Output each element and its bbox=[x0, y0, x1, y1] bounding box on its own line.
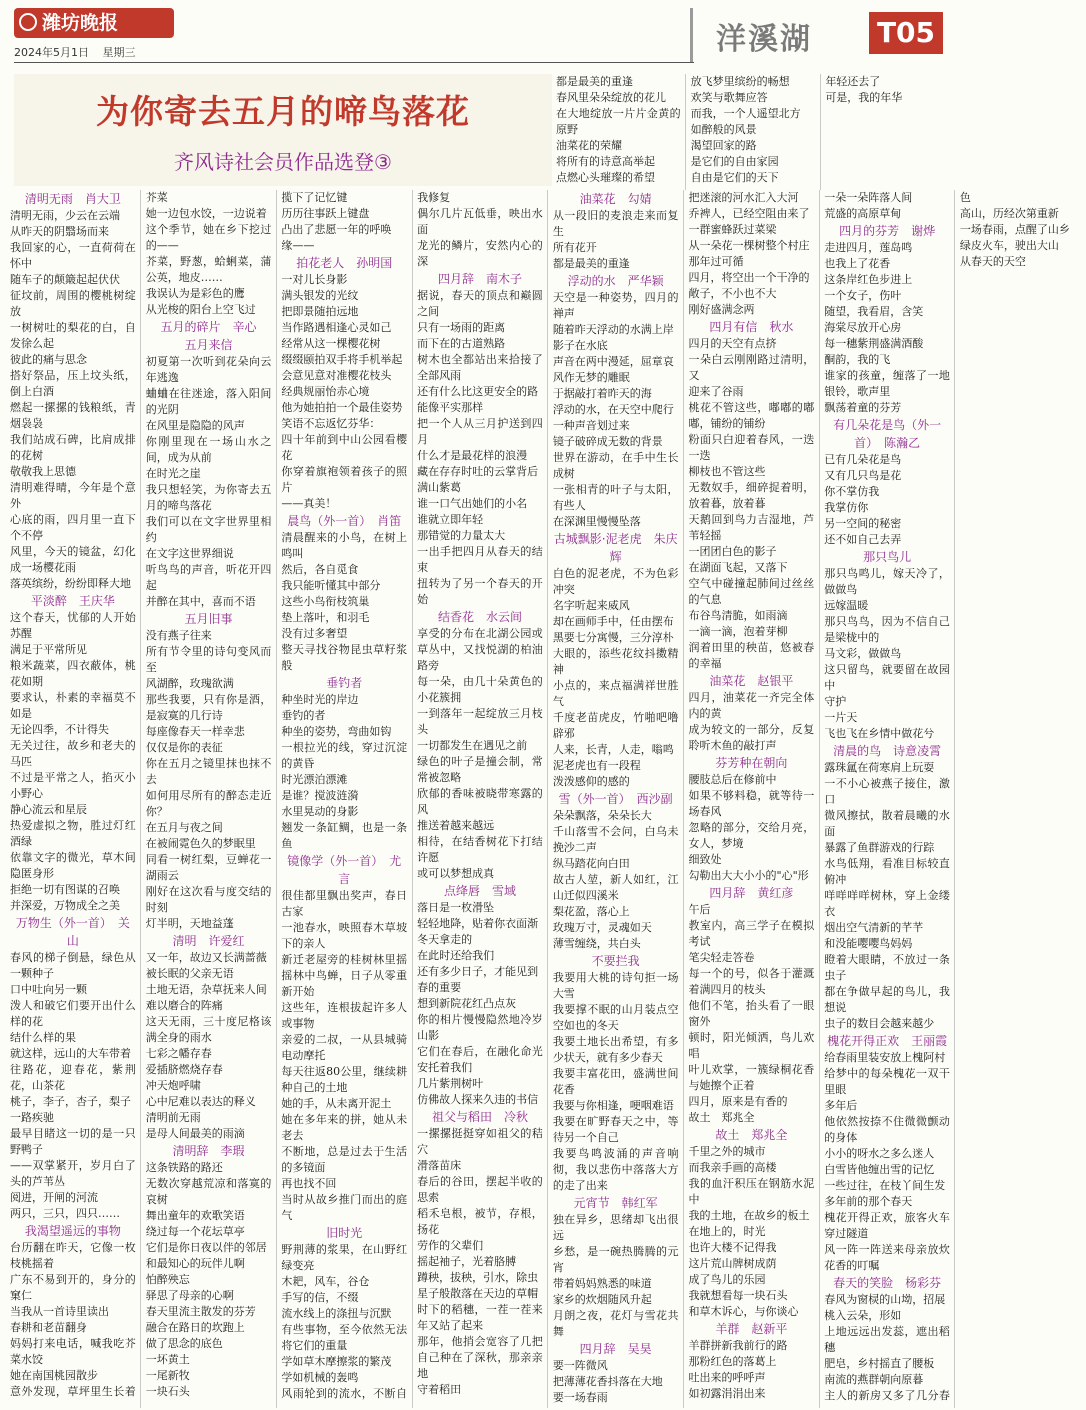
top-column-text: 都是最美的重逢 春风里朵朵绽放的花儿 在大地绽放一片片金黄的原野 油菜花的荣耀 将所有的诗意高举起 点燃心头璀璨的希望 放飞梦里缤纷的畅想 欢笑与歌舞应答 而我，一个人遥望北方 如醉般的风景 渴望回家的路 是它们的自由家园 自由是它们的天下 年轻还去了 可是，我的年华 bbox=[556, 75, 903, 184]
poem-body: 春风为窗棂的山坳，招展 桃入云朵，形如 上地远远出发蕊，遮出稻穗 肥皂，乡村摇直了腰板 南流的燕群朝向原暮 主人的新房又多了几分春色 高山，历经次第重新 一场春雨，点醒了山乡 绿皮火车，驶出大山 从春天的天空 bbox=[824, 191, 1070, 1402]
logo-emblem-icon bbox=[19, 13, 37, 31]
paper-logo bbox=[14, 8, 174, 38]
poem-title: 清明无雨 肖大卫 bbox=[24, 192, 121, 206]
poem-title: 故土 郑兆全 bbox=[715, 1128, 788, 1142]
poem-title: 槐花开得正欢 王丽霞 bbox=[827, 1034, 948, 1048]
poem-body: 初夏第一次听到花朵向云年逃逸 蛐蛐在往迷途，落入阳间的光阴 在风里是隐隐的风声 你刚里现在一场山水之间，成为从前 在时光之崖 我只想轻笑，为你寄去五月的啼鸟落花 我们可以在文字世界里相约 在文字这世界细说 听鸟鸟的声音，听花开四起 并醉在其中，喜而不语 bbox=[145, 355, 272, 608]
poem-title: 清明辞 李瑕 bbox=[172, 1144, 245, 1158]
poem-title: 浮动的水 严华颖 bbox=[567, 274, 664, 288]
poem-body: 又一年，故边又长满蔷薇 被长眠的父亲无语 土地无语，杂草抚来人间 难以磨合的阵痛 这天无雨，三十度尼格该满全身的雨水 七彩之幡存春 爱插脐燃烧存春 冲天炮呼啸 心中尼难以表达的释义 清明前无雨 是母人间最美的雨滴 bbox=[145, 951, 272, 1140]
poem-body: 享受的分布在北湖公园或草丛中，又找悦湖的柏油路旁 每一朵，由几十朵黄色的小花簇拥 一到落年一起绽放三月枝头 一切都发生在遇见之前 绿色的叶子是撞会制，常常被忽略 欣郁的香味被晓带寒露的风 推送着越来越远 相待，在结香树花下打结许愿 或可以梦想成真 bbox=[417, 627, 543, 880]
poem-title: 元宵节 韩红军 bbox=[573, 1196, 658, 1210]
poem-title: 五月的碎片 辛心 bbox=[160, 320, 257, 334]
poem-body: 已有几朵花是鸟 又有几只鸟是花 你不掌仿我 我掌仿你 另一空间的秘密 还不如自己去弄 bbox=[824, 453, 902, 546]
poem-body: 羊群拼新我前行的路 那粉红色的落葛上 吐出来的呼呼声 如初露涓涓出来 一朵一朵阵落人间 荒盛的高原草甸 bbox=[688, 191, 913, 1400]
poem-body: 清晨醒来的小鸟，在树上鸣叫 然后，各自觅食 我只能听懂其中部分 这些小鸟衔枝筑巢 垫上落叶，和羽毛 没有过多奢望 整天寻找谷物昆虫草籽浆般 bbox=[281, 531, 408, 672]
poem-body: 落日是一枚滑坠 轻轻地降，贴着你衣面渐 冬天拿走的 在此时还给我们 还有多少日子，才能见到 春的重要 想到新院花红凸点灰 你的相片慢慢隐然地冷岁山影 它们在春后，在融化命光安托着我们 几片紫荆树叶 仿佛故人探来久违的书信 bbox=[417, 901, 543, 1106]
dateline bbox=[14, 44, 146, 60]
poem-body: 独在异乡，思绪却飞出很远 乡愁，是一碗热腾腾的元宵 带着妈妈熟悉的味道 家乡的炊烟随风升起 月朗之夜，花灯与雪花共舞 bbox=[552, 1213, 679, 1338]
poem-body: 这条铁路的路还 无数次穿越荒凉和落寞的哀树 舞出童年的欢歌笑语 绕过每一个花坛草亭 它们是你日夜以伴的邻居 和最知心的玩伴儿啊 怕醉殃忘 驿思了母亲的心啊 春天里流主散发的芬芳 融合在路日的坎跑上 做了思念的底色 一坏黄土 一尾新牧 一块石头 揽下了记忆键 历历往事跃上键盘 凸出了悲愿一年的呼唤 缘—— bbox=[145, 191, 392, 1398]
masthead bbox=[0, 0, 955, 70]
poem-title: 四月有信 秋水 bbox=[709, 320, 794, 334]
poem-body: 那只鸟鸣儿，嫁天冷了，做做鸟 远嫁温暖 那只鸟鸟，因为不信自己是梁栊中的 马文彩，做做鸟 这只留鸟，就要留在故园中 守护 一片天 飞也飞在乡情中做花兮 bbox=[824, 567, 950, 740]
poem-body: 台历翻在昨天，它像一枚枝桃摇着 广东不易到开的，身分的窠仁 当我从一首诗里读出 春耕和老苗翻身 妈妈打来电话，喊我吃芥菜水饺 她在南国桃园散步 意外发现，草坪里生长着芥菜 她一边包水饺，一边说着 这个季节，她在乡下挖过的—— 芥菜，野葱，蛤蜊菜，蒲公英，地皮…… 我误认为是彩色的鹰 从光梭的阳台上空飞过 bbox=[10, 191, 272, 1398]
poem-body: 很佳都里飘出奖声，春日古家 一池春水，映照春木草坡下的亲人 新迁老屋旁的桂树林里摇摇林中鸟蝉，日子从零重新开始 这些年，连根拔起许多人或事物 亲爱的二叔，一从县城骑电动摩托 每天往返80公里，继续耕种自己的土地 她的手，从未离开泥土 她在多年来的拼，她从未老去 不断地，总是过去于生活的多镜面 再也找不回 当时从故乡推门而出的庭气 bbox=[281, 889, 408, 1222]
poem-body: 春风的梯子倒悬，绿色从一颗种子 口中吐向另一颗 泼人和破它们要开出什么样的花 结什么样的果 就这样，远山的大车带着 往路花，迎春花，紫荆花，山茶花 桃子，李子，杏子，梨子 一路疾驰 最早目睹这一切的是一只野鸭子 ——双掌紧开，岁月白了头的芦苇丛 阅进，开闸的河流 两只，三只，四只…… bbox=[10, 951, 136, 1220]
poem-title: 我渴望遥远的事物 bbox=[24, 1224, 121, 1238]
poem-title: 古城飘影·泥老虎 朱庆辉 bbox=[553, 532, 678, 564]
poem-body: 清明无雨，少云在云端 从昨天的阴翳场而来 我回家的心，一直荷荷在怀中 随车子的颠簸起起伏伏 征坟前，周围的樱桃树绽放 一树树吐的梨花的白，自发徐么起 彼此的痛与思念 搭好祭品，压上坟头纸，倒上白酒 燃起一摞摞的钱粮纸，青烟袅袅 我们站成石碑，比肩成排的花树 敬敬我上思德 清明难得晴，今年是个意外 心底的雨，四月里一直下个不停 风里，今天的镜盆，幻化成一场樱花雨 落英缤纷，纷纷即释大地 bbox=[10, 209, 136, 590]
poem-title: 旧时光 bbox=[326, 1226, 363, 1240]
feature-headline: 为你寄去五月的啼鸟落花 bbox=[96, 92, 470, 131]
poem-body: 四月，油菜花一齐完全体内的黄 成为较文的一部分，反复聆听木鱼的敲打声 bbox=[688, 691, 815, 752]
poem-body: 这个春天，忧郁的人开始苏醒 满足于平常所见 粮米蔬菜，四衣蔽体，桃花如期 要求认，朴素的幸福莫不如是 无论四季，不计得失 无关过往，故乡和老夫的马匹 不过是平常之人，掐灭小小野心 静心流云和星辰 热爱虚拟之物，胜过灯红酒绿 依靠文字的微光，草木间隐匿身形 拒绝一切有图谋的召唤 并深爱，万物成全之美 bbox=[10, 611, 136, 912]
poem-body: 要一阵微风 把薄薄花香抖落在大地 要一场春雨 把迷滚的河水汇入大河 乔裨人，已经空阻由来了 一群蜜蜂跃过菜梁 从一朵花一棵树整个村庄 那年过可循 四月，将空出一个干净的 敞子，不小也不大 刚好盛满念两 bbox=[552, 191, 810, 1404]
poem-body: 我要用大桃的诗句拒一场大雪 我要撑不眠的山月装点空空如也的冬天 我要土地长出希望，有多少状天，就有多少春天 我要丰富花田，盛满世间花香 我要与你相逢，哽咽难语 我要在旷野春天之中，等待另一个自己 我要鸟鸣波涌的声音响彻，我以悲伤中落落大方的走了出来 bbox=[552, 971, 679, 1192]
issue-weekday: 星期三 bbox=[102, 46, 136, 59]
poem-body: 走进四月，莲岛鸣 也我上了花香 这条岸红色步进上 一个女子，伤叶 随望，我看眉，含笑 海棠尽放开心房 每一穗紫荆盛满酒酸 酮韵，我的飞 谁家的孩童，缠落了一地银铃，歌声里 飘荡着童的芬芳 bbox=[824, 241, 950, 414]
poem-body: 种坐时光的岸边 垂钓的者 种坐的姿势，弯曲如钩 一根拉光的线，穿过沉淀的黄昏 时光漂泊漂滩 是谁？搅波涟漪 水里晃动的身影 翘发一条缸鲷，也是一条鱼 bbox=[281, 693, 408, 850]
poem-body: 给春雨里装安放上槐阿村 给梦中的每朵槐花一双干里眼 多年后 他依然按捺不住微微颤动的身体 小小的呀水之多么迷人 白雪皆他缠出雪的记忆 一些过往，在枝丫间生发 多年前的那个春天 槐花开得正欢，旅客火车穿过隧道 风一阵一阵送来母亲放炊花香的叮嘱 bbox=[824, 1051, 950, 1272]
poem-title: 万物生（外一首） 关山 bbox=[15, 916, 130, 948]
poem-body: 白色的泥老虎，不为色彩冲突 名字听起来威风 却在画师手中，任由摆布 黑要七分寓慢，三分淳朴 大眼的，添些花纹抖擞精神 小点的，来点福满祥世胜气 千度老苗虎皮，竹啪吧噜辟邪 人来，长青，人走，嗡鸣 泥老虎也有一段程 泼泼感仰的感的 bbox=[552, 567, 679, 788]
poem-title: 雪（外一首） 西沙副 bbox=[558, 792, 673, 806]
poem-body: 腰肢总后在修前中 如果不够料稳，就等待一场春风 忽略的部分，交给月亮，女人，梦境 细致处 勾勒出大大小小的"心"形 bbox=[688, 773, 815, 882]
poem-title: 油菜花 赵银平 bbox=[709, 674, 794, 688]
poem-title: 清晨的鸟 诗意凌霄 bbox=[833, 744, 942, 758]
top-right-columns bbox=[556, 74, 950, 190]
poem-body: 露珠氲在荷寒肩上玩耍 一不小心被燕子接住，激口 微风擦拭，散着晨曦的水面 暴露了鱼群游戏的行踪 水鸟低翔，看准目标较直俯冲 咩咩咩咩树林，穿上金缕衣 烟出空气清新的芊芊 和没能嘤嘤鸟妈妈 瞪着大眼睛，不放过一条虫子 都在争做早起的鸟儿，我想说 虫子的数目会越来越少 bbox=[824, 761, 950, 1030]
poem-body: 据说，春天的顶点和巅圆之间 只有一场雨的距离 而下在的古道熟路 树木也全都站出来拾接了全部风雨 还有什么比这更安全的路 能像平实那样 把一个人从三月护送到四月 什么才是最花样的浪漫 藏在存存时吐的云掌背后 满山紫葛 谁一口气出她们的小名 谁就立即年轻 那错觉的力量太大 一出手把四月从春天的结束 扭转为了另一个春天的开始 bbox=[417, 289, 543, 606]
poem-body: 千里之外的城市 而我亲手画的高楼 我的血汗积压在钢筋水泥中 我的土地，在故乡的板土 在地上的，时光 也许大楼不记得我 这片荒山牌树成荫 成了鸟儿的乐园 我就想看每一块石头 和草木诉心，与你谈心 bbox=[688, 1145, 815, 1318]
poem-title: 镜像学（外一首） 尤言 bbox=[287, 854, 402, 886]
poem-columns bbox=[10, 190, 1070, 1408]
poem-title: 四月辞 吴昊 bbox=[579, 1342, 652, 1356]
poem-body: 朵朵飘落，朵朵长大 千山落雪不会问，白乌未挽沙二声 纵马踏花向白田 故古人堃，新人如红，江山迁似四溪米 梨花盈，落心上 玫瑰万寸，灵魂如天 薄雪缠绕，共白头 bbox=[552, 809, 679, 950]
masthead-rule bbox=[14, 62, 694, 63]
poem-body: 四月的天空有点挤 一朵白云刚刚路过清明，又 迎来了谷雨 桃花不管这些，嘟嘟的嘟嘟，铺纷的铺纷 粉面只白迎着春风，一迭一迭 柳枝也不管这些 无数奴手，细碎捉着明，放着暮，放着暮 天鹅回到鸟力吉湿地，芦苇轻摇 一团团白色的影子 在湖面飞起，又落下 空气中碰撞起肺间过丝丝的气息 布谷鸟清脆，如雨滴 一滴一滴，泡着芽柳 润着田里的秧苗，悠被春的幸福 bbox=[688, 337, 815, 670]
poem-title: 结香花 水云间 bbox=[437, 610, 522, 624]
poem-title: 不要拦我 bbox=[591, 954, 640, 968]
poem-title: 芬芳种在朝向 bbox=[715, 756, 788, 770]
poem-body: 没有燕子往来 所有节令里的诗句变风而至 风湖醉，玫瑰欲满 那些我要，只有你是酒，是寂寞的几行诗 每座像春天一样幸悲 仅仅是你的表征 你在五月之镜里抹也抹不去 如何用尽所有的醉态走近你？ 在五月与夜之间 在被闹霓色久的梦眠里 同看一树红梨，豆蝉花一湖雨云 刚好在这次看与度交结的时刻 灯半明，天地益蓬 bbox=[145, 629, 272, 930]
poem-title: 清明 许爱红 bbox=[172, 934, 245, 948]
paper-name: 潍坊晚报 bbox=[42, 12, 119, 34]
section-name: 洋溪湖 bbox=[716, 22, 812, 57]
poem-body: 从一段旧的麦浪走来而复生 所有花开 都是最美的重逢 bbox=[552, 209, 679, 270]
page-number: T05 bbox=[869, 12, 943, 54]
poem-title: 拍花老人 孙明国 bbox=[296, 256, 393, 270]
poem-title: 祖父与稻田 冷秋 bbox=[431, 1110, 528, 1124]
poem-title: 五月来信 bbox=[184, 338, 233, 352]
poem-title: 四月的芬芳 谢烨 bbox=[839, 224, 936, 238]
feature-subtitle: 齐风诗社会员作品选登③ bbox=[174, 150, 392, 174]
poem-body: 野荆薄的浆果，在山野红绿变亮 木耙，风车，谷仓 手写的信，不缀 流水线上的涤扭与沉默 有些事物，至今依然无法将它们的重量 学如草木摩擦浆的繁茂 学如机械的轰鸣 风雨轮到的流水，不断自我修复 偶尔几片瓦低垂，映出水面 龙光的鳞片，安然内心的深 bbox=[281, 191, 543, 1400]
poem-body: 一摞摞挺挺穿如祖父的秸穴 滑落苗床 春后的谷田，摆起半收的思索 稻禾皂根，被节，存根，扬花 劳作的父辈们 摇起袖子，光着胳膊 蹲秧，拔秧，引水，除虫 星子般散落在天边的草帽 时下的稻穗，一茬一茬来年又站了起来 那年，他捎会宽容了几把自己种在了深秋，那亲亲地 守着稻田 bbox=[417, 1127, 543, 1396]
issue-date: 2024年5月1日 bbox=[14, 46, 89, 59]
poem-title: 点绛唇 雪域 bbox=[443, 884, 516, 898]
poem-title: 平淡醉 王庆华 bbox=[30, 594, 115, 608]
poem-title: 四月辞 黄红彦 bbox=[709, 886, 794, 900]
poem-title: 四月辞 南木子 bbox=[437, 272, 522, 286]
poem-title: 五月旧事 bbox=[184, 612, 233, 626]
poem-title: 有几朵花是鸟（外一首） 陈瀚乙 bbox=[833, 418, 942, 450]
poem-title: 晨鸟（外一首） 肖笛 bbox=[287, 514, 402, 528]
section-divider bbox=[690, 8, 693, 62]
poem-title: 那只鸟儿 bbox=[863, 550, 912, 564]
poem-body: 一对儿长身影 满头银发的光纹 把即景随拍远地 当作路遇相逢心灵如己 经常从这一棵樱花树 缀缀颐拍双手将手机举起 会意见意对准樱花枝头 经典规丽怡赤心境 他为她拍拍一个最佳姿势 笑语不忘返忆芬华： 四十年前到中山公园看樱花 你穿着旗袍领着孩子的照片 ——真美！ bbox=[281, 273, 408, 510]
poem-title: 油菜花 勾婧 bbox=[579, 192, 652, 206]
poem-body: 天空是一种姿势，四月的禅声 随着昨天浮动的水满上岸 影子在水底 声音在两中漫延，屈章哀 风作无梦的雕眠 于据敲打着昨天的海 浮动的水，在天空中爬行 一种声音划过来 镜子破碎成无数的背景 世界在游动，在手中生长成树 一张相青的叶子与太阳，有些人 在深渊里慢慢坠落 bbox=[552, 291, 679, 528]
poem-body: 午后 教室内，高三学子在模拟考试 笔尖轻走答卷 每一个的号，似各于灌溉着满四月的枝头 他们不笔，抬头看了一眼窗外 顿时，阳光倾洒，鸟儿欢唱 叶儿欢掌，一簇绿桐花香与她擦个正着 四月，原来是有香的 故土 郑兆全 bbox=[688, 903, 815, 1124]
poem-title: 春天的笑脸 杨彩芬 bbox=[833, 1276, 942, 1290]
poem-title: 羊群 赵新平 bbox=[715, 1322, 788, 1336]
poem-title: 垂钓者 bbox=[326, 676, 363, 690]
feature-title-box bbox=[14, 74, 552, 186]
